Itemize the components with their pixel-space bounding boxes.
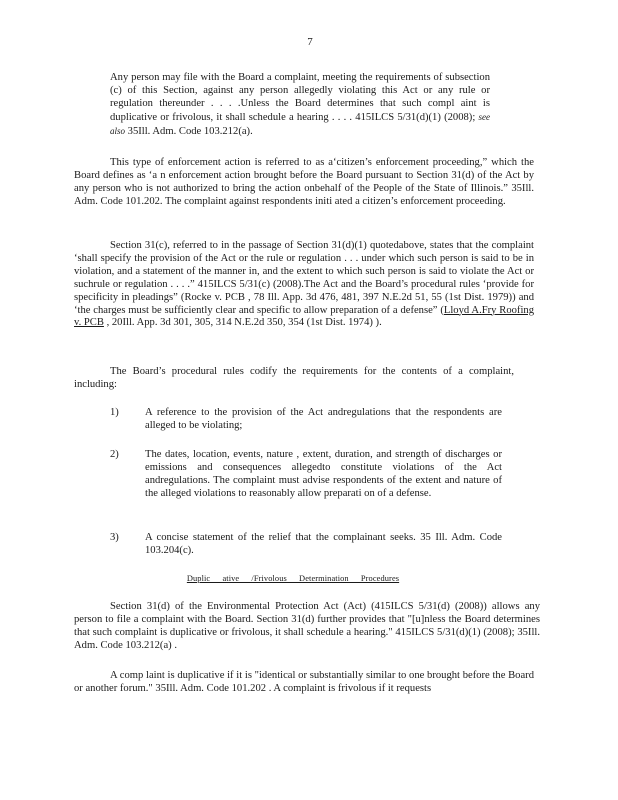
quote-cite: 35Ill. Adm. Code 103.212(a). (127, 125, 253, 137)
paragraph-section-31c (74, 240, 534, 330)
case-citation-lloyd-fry: Lloyd A.Fry Roofing v. PCB (74, 304, 534, 329)
quote-text: Any person may file with the Board a complaint, meeting the requirements of subsection (c) of this Section, against any person allegedly violating this Act or any rule or regulation thereunder . . . .Unless the Board determines that such compl aint is duplicative or frivolous, it shall schedule a hearing . . . . 415ILCS 5/31(d)(1) (2008); (110, 72, 490, 123)
list-item-text: A concise statement of the relief that the complainant seeks. 35 Ill. Adm. Code 103.204(c). (145, 532, 502, 556)
paragraph-procedural-rules: The Board’s procedural rules codify the requirements for the contents of a complaint, including: (74, 366, 514, 390)
paragraph-section-31c-text: Section 31(c), referred to in the passage of Section 31(d)(1) quotedabove, states that the complaint ‘shall specify the provision of the Act or the rule or regulation . . . under which such person is said to be in violation, and a statement of the manner in, and the extent to which such person is said to violate the Act or suchrule or regulation . . . .” 415ILCS 5/31(c) (2008).The Act and the Board’s procedural rules ‘provide for specificity in pleadings” (Rocke v. PCB , 78 Ill. App. 3d 476, 481, 397 N.E.2d 51, 55 (1st Dist. 1979)) and ‘the charges must be sufficiently clear and specific to allow preparation of a defense” ( (74, 240, 534, 316)
section-heading: Duplic ative /Frivolous Determination Procedures (186, 574, 400, 583)
list-item-number: 3) (110, 532, 119, 543)
paragraph-duplicative-definition: A comp laint is duplicative if it is "identical or substantially similar to one brought before the Board or another forum." 35Ill. Adm. Code 101.202 . A complaint is frivolous if it requests (74, 670, 534, 694)
list-item-number: 2) (110, 449, 119, 460)
page-number: 7 (307, 36, 313, 48)
paragraph-citizen-enforcement: This type of enforcement action is referred to as a‘citizen’s enforcement proceeding,” which the Board defines as ‘a n enforcement action brought before the Board pursuant to Section 31(d) of the Act by any person who is not authorized to bring the action onbehalf of the People of the State of Illinois.” 35Ill. Adm. Code 101.202. The complaint against respondents initi ated a citizen’s enforcement proceeding. (74, 157, 534, 207)
paragraph-section-31d: Section 31(d) of the Environmental Protection Act (Act) (415ILCS 5/31(d) (2008)) allows any person to file a complaint with the Board. Section 31(d) further provides that "[u]nless the Board determines that such complaint is duplicative or frivolous, it shall schedule a hearing." 415ILCS 5/31(d)(1) (2008); 35Ill. Adm. Code 103.212(a) . (74, 601, 540, 651)
paragraph-section-31c-cite: , 20Ill. App. 3d 301, 305, 314 N.E.2d 350, 354 (1st Dist. 1974) ). (103, 317, 382, 329)
see-also-signal: see also (110, 111, 490, 136)
list-item-number: 1) (110, 407, 119, 418)
list-item-text: A reference to the provision of the Act andregulations that the respondents are alleged to be violating; (145, 407, 502, 431)
block-quote (110, 72, 490, 139)
list-item-text: The dates, location, events, nature , extent, duration, and strength of discharges or emissions and consequences allegedto constitute violations of the Act andregulations. The complaint must advise respondents of the extent and nature of the alleged violations to reasonably allow preparati on of a defense. (145, 449, 502, 499)
